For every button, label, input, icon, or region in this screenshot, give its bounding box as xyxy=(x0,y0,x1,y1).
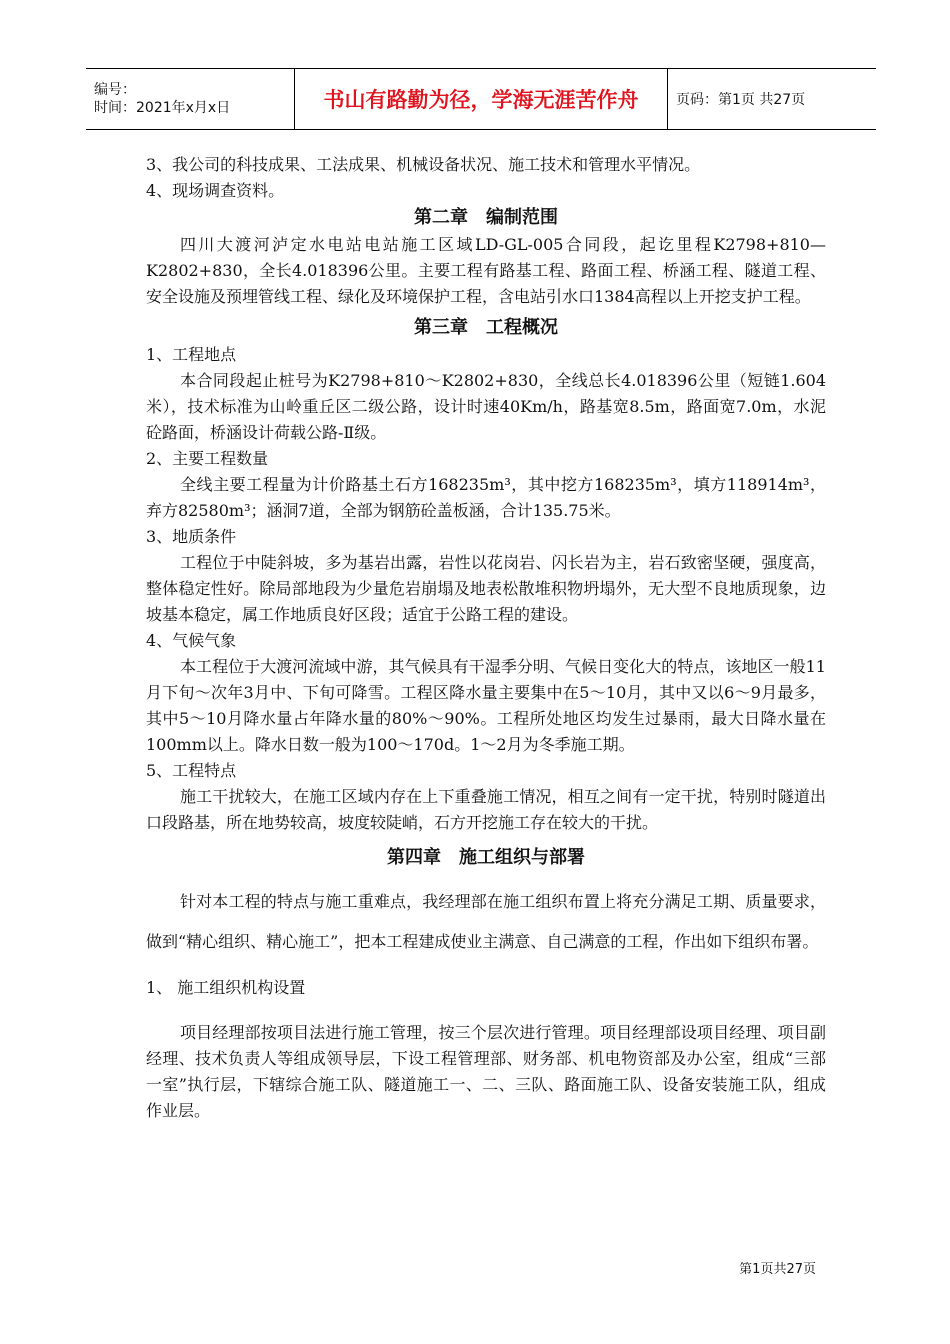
paragraph: 四川大渡河泸定水电站电站施工区域LD-GL-005合同段，起讫里程K2798+810—K2802+830，全长4.018396公里。主要工程有路基工程、路面工程、桥涵工程、隧道工程、安全设施及预埋管线工程、绿化及环境保护工程，含电站引水口1384高程以上开挖支护工程。 xyxy=(146,235,826,306)
section-heading: 5、工程特点 xyxy=(146,761,237,780)
paragraph: 针对本工程的特点与施工重难点，我经理部在施工组织布置上将充分满足工期、质量要求，做到“精心组织、精心施工”，把本工程建成使业主满意、自己满意的工程，作出如下组织布署。 xyxy=(146,892,826,951)
paragraph: 工程位于中陡斜坡，多为基岩出露，岩性以花岗岩、闪长岩为主，岩石致密坚硬，强度高，整体稳定性好。除局部地段为少量危岩崩塌及地表松散堆积物坍塌外，无大型不良地质现象，边坡基本稳定，属工作地质良好区段；适宜于公路工程的建设。 xyxy=(146,553,826,624)
section-heading: 2、主要工程数量 xyxy=(146,449,269,468)
paragraph: 全线主要工程量为计价路基土石方168235m³，其中挖方168235m³，填方118914m³，弃方82580m³；涵洞7道，全部为钢筋砼盖板涵，合计135.75米。 xyxy=(146,475,826,520)
doc-number-label: 编号： xyxy=(94,82,136,98)
paragraph: 施工干扰较大，在施工区域内存在上下重叠施工情况，相互之间有一定干扰，特别时隧道出口段路基，所在地势较高，坡度较陡峭，石方开挖施工存在较大的干扰。 xyxy=(146,787,826,832)
header-page-number: 页码：第1页 共27页 xyxy=(676,92,806,108)
chapter-heading: 第二章 编制范围 xyxy=(414,207,558,228)
header-meta xyxy=(86,69,295,129)
page-header xyxy=(86,68,876,130)
header-page-cell xyxy=(668,69,876,129)
chapter-heading: 第三章 工程概况 xyxy=(414,317,558,338)
section-heading: 3、地质条件 xyxy=(146,527,237,546)
section-heading: 4、气候气象 xyxy=(146,631,237,650)
paragraph: 3、我公司的科技成果、工法成果、机械设备状况、施工技术和管理水平情况。 xyxy=(146,155,701,174)
document-body xyxy=(146,152,826,1124)
paragraph: 本合同段起止桩号为K2798+810～K2802+830，全线总长4.018396公里（短链1.604米），技术标准为山岭重丘区二级公路，设计时速40Km/h，路基宽8.5m，路面宽7.0m，水泥砼路面，桥涵设计荷载公路-Ⅱ级。 xyxy=(146,371,826,442)
header-motto-cell xyxy=(295,69,668,129)
paragraph: 本工程位于大渡河流域中游，其气候具有干湿季分明、气候日变化大的特点，该地区一般11月下旬～次年3月中、下旬可降雪。工程区降水量主要集中在5～10月，其中又以6～9月最多，其中5～10月降水量占年降水量的80%～90%。工程所处地区均发生过暴雨，最大日降水量在100mm以上。降水日数一般为100～170d。1～2月为冬季施工期。 xyxy=(146,657,826,754)
header-motto: 书山有路勤为径，学海无涯苦作舟 xyxy=(323,88,639,112)
section-heading: 1、工程地点 xyxy=(146,345,237,364)
chapter-heading: 第四章 施工组织与部署 xyxy=(387,847,585,868)
doc-date: 时间：2021年x月x日 xyxy=(94,100,231,116)
page-footer: 第1页共27页 xyxy=(739,1262,816,1277)
section-heading: 1、 施工组织机构设置 xyxy=(146,978,306,997)
paragraph: 4、现场调查资料。 xyxy=(146,181,285,200)
paragraph: 项目经理部按项目法进行施工管理，按三个层次进行管理。项目经理部设项目经理、项目副经理、技术负责人等组成领导层，下设工程管理部、财务部、机电物资部及办公室，组成“三部一室”执行层，下辖综合施工队、隧道施工一、二、三队、路面施工队、设备安装施工队，组成作业层。 xyxy=(146,1023,826,1120)
